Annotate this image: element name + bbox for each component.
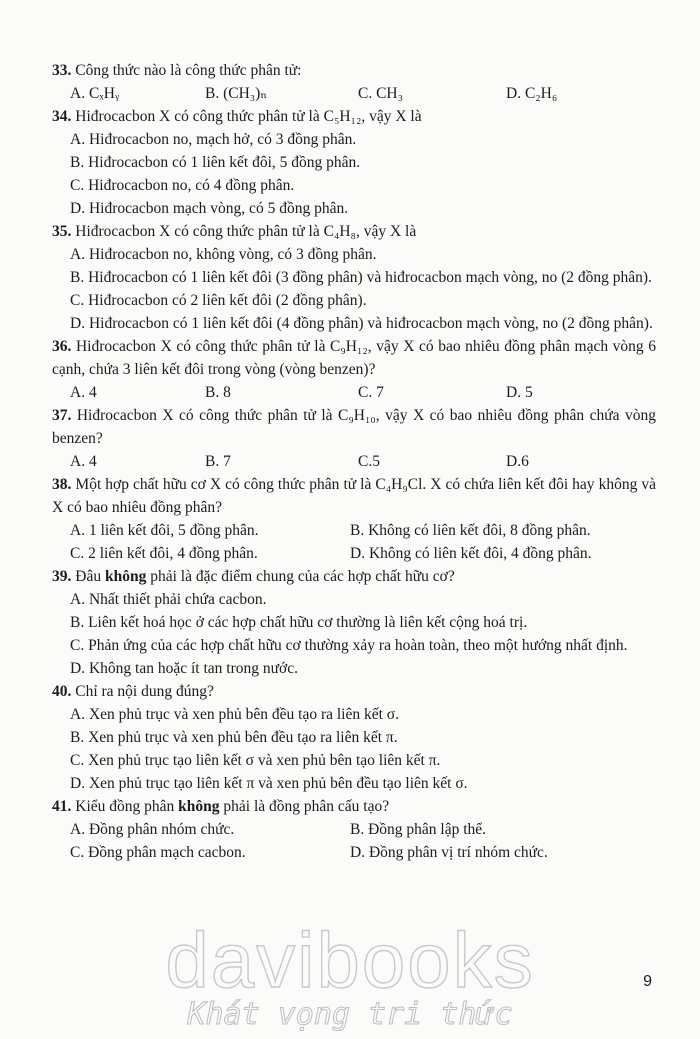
- question-stem: Hiđrocacbon X có công thức phân tử là C₉H₁₀, vậy X có bao nhiêu đồng phân chứa vòng benzen?: [52, 407, 657, 447]
- option-c: [52, 634, 656, 657]
- option-c: C. Hiđrocacbon no, có 4 đồng phân.: [70, 177, 295, 194]
- question-number: 41.: [52, 798, 72, 815]
- watermark-brand: davibooks: [165, 916, 535, 1004]
- options-row: [52, 381, 656, 404]
- option-a: A. Hiđrocacbon no, mạch hở, có 3 đồng phân.: [70, 131, 357, 148]
- question-stem: Hiđrocacbon X có công thức phân tử là C₅H₁₂, vậy X là: [75, 108, 422, 125]
- question-stem: Chỉ ra nội dung đúng?: [75, 683, 214, 700]
- option-a: A. 4: [70, 384, 97, 401]
- question-41: [52, 795, 656, 864]
- option-d: D. Hiđrocacbon mạch vòng, có 5 đồng phân.: [70, 200, 349, 217]
- option-b: B. Đồng phân lập thể.: [350, 821, 487, 838]
- question-stem-emphasis: không: [104, 568, 147, 585]
- option-b: B. (CH₃)ₙ: [205, 85, 268, 102]
- option-a: A. CₓHᵧ: [70, 85, 120, 102]
- options-row: [52, 450, 656, 473]
- question-stem: Hiđrocacbon X có công thức phân tử là C₉H₁₂, vậy X có bao nhiêu đồng phân mạch vòng 6 cạnh, chứa 3 liên kết đôi trong vòng (vòng benzen)?: [52, 338, 656, 378]
- question-stem: Công thức nào là công thức phân tử:: [75, 62, 302, 79]
- option-a: A. Xen phủ trục và xen phủ bên đều tạo ra liên kết σ.: [70, 706, 400, 723]
- option-d: D. C₂H₆: [506, 85, 558, 102]
- option-d: D. Đồng phân vị trí nhóm chức.: [350, 844, 548, 861]
- question-stem-emphasis: không: [178, 798, 220, 815]
- question-stem-post: phải là đồng phân cấu tạo?: [223, 798, 390, 815]
- option-a: A. Đồng phân nhóm chức.: [70, 821, 235, 838]
- option-b: B. 7: [205, 453, 231, 470]
- option-d: D. 5: [506, 384, 533, 401]
- option-b-text: B. Hiđrocacbon có 1 liên kết đôi (3 đồng phân) và hiđrocacbon mạch vòng, no (2 đồng phân).: [70, 269, 652, 286]
- question-stem: Hiđrocacbon X có công thức phân tử là C₄H₈, vậy X là: [75, 223, 417, 240]
- option-d-text: D. Hiđrocacbon có 1 liên kết đôi (4 đồng phân) và hiđrocacbon mạch vòng, no (2 đồng phân).: [70, 315, 653, 332]
- question-stem-pre: Kiểu đồng phân: [75, 798, 175, 815]
- question-stem-pre: Đâu: [75, 568, 102, 585]
- option-c: C. Đồng phân mạch cacbon.: [70, 844, 246, 861]
- option-d: D. Không có liên kết đôi, 4 đồng phân.: [350, 545, 592, 562]
- question-number: 34.: [52, 108, 72, 125]
- option-c: C. Xen phủ trục tạo liên kết σ và xen phủ bên tạo liên kết π.: [70, 752, 441, 769]
- question-number: 40.: [52, 683, 72, 700]
- question-33: [52, 59, 656, 105]
- option-b: B. Xen phủ trục và xen phủ bên đều tạo ra liên kết π.: [70, 729, 398, 746]
- option-c: C. Hiđrocacbon có 2 liên kết đôi (2 đồng phân).: [70, 292, 367, 309]
- option-b: [52, 266, 656, 289]
- question-stem: Một hợp chất hữu cơ X có công thức phân tử là C₄H₉Cl. X có chứa liên kết đôi hay không và X có bao nhiêu đồng phân?: [52, 476, 656, 516]
- option-a: A. Hiđrocacbon no, không vòng, có 3 đồng phân.: [70, 246, 377, 263]
- options-row: [52, 841, 656, 864]
- page-number: 9: [643, 973, 652, 990]
- question-number: 39.: [52, 568, 72, 585]
- option-d: D. Không tan hoặc ít tan trong nước.: [70, 660, 298, 677]
- option-c: C. CH₃: [358, 85, 404, 102]
- option-a: A. 1 liên kết đôi, 5 đồng phân.: [70, 522, 259, 539]
- option-c-text: C. Phản ứng của các hợp chất hữu cơ thường xảy ra hoàn toàn, theo một hướng nhất định.: [70, 637, 628, 654]
- option-a: A. 4: [70, 453, 97, 470]
- options-row: [52, 818, 656, 841]
- option-a: A. Nhất thiết phải chứa cacbon.: [70, 591, 267, 608]
- question-number: 33.: [52, 62, 72, 79]
- option-c: C. 2 liên kết đôi, 4 đồng phân.: [70, 545, 258, 562]
- watermark-tagline: Khát vọng tri thức: [187, 997, 513, 1032]
- option-c: C.5: [358, 453, 380, 470]
- options-row: [52, 542, 656, 565]
- question-number: 37.: [52, 407, 72, 424]
- question-stem-post: phải là đặc điểm chung của các hợp chất hữu cơ?: [150, 568, 455, 585]
- question-36: [52, 335, 656, 404]
- option-b: B. Hiđrocacbon có 1 liên kết đôi, 5 đồng phân.: [70, 154, 361, 171]
- option-d: [52, 312, 656, 335]
- question-34: [52, 105, 656, 220]
- question-number: 36.: [52, 338, 72, 355]
- options-row: [52, 519, 656, 542]
- option-b: B. Liên kết hoá học ở các hợp chất hữu cơ thường là liên kết cộng hoá trị.: [70, 614, 528, 631]
- options-row: [52, 82, 656, 105]
- question-37: [52, 404, 656, 473]
- question-number: 35.: [52, 223, 72, 240]
- question-number: 38.: [52, 476, 72, 493]
- question-38: [52, 473, 656, 565]
- option-b: B. 8: [205, 384, 231, 401]
- option-d: D. Xen phủ trục tạo liên kết π và xen phủ bên đều tạo liên kết σ.: [70, 775, 468, 792]
- question-40: [52, 680, 656, 795]
- question-39: [52, 565, 656, 680]
- question-35: [52, 220, 656, 335]
- option-b: B. Không có liên kết đôi, 8 đồng phân.: [350, 522, 591, 539]
- question-list: [52, 59, 656, 864]
- option-d: D.6: [506, 453, 529, 470]
- option-c: C. 7: [358, 384, 384, 401]
